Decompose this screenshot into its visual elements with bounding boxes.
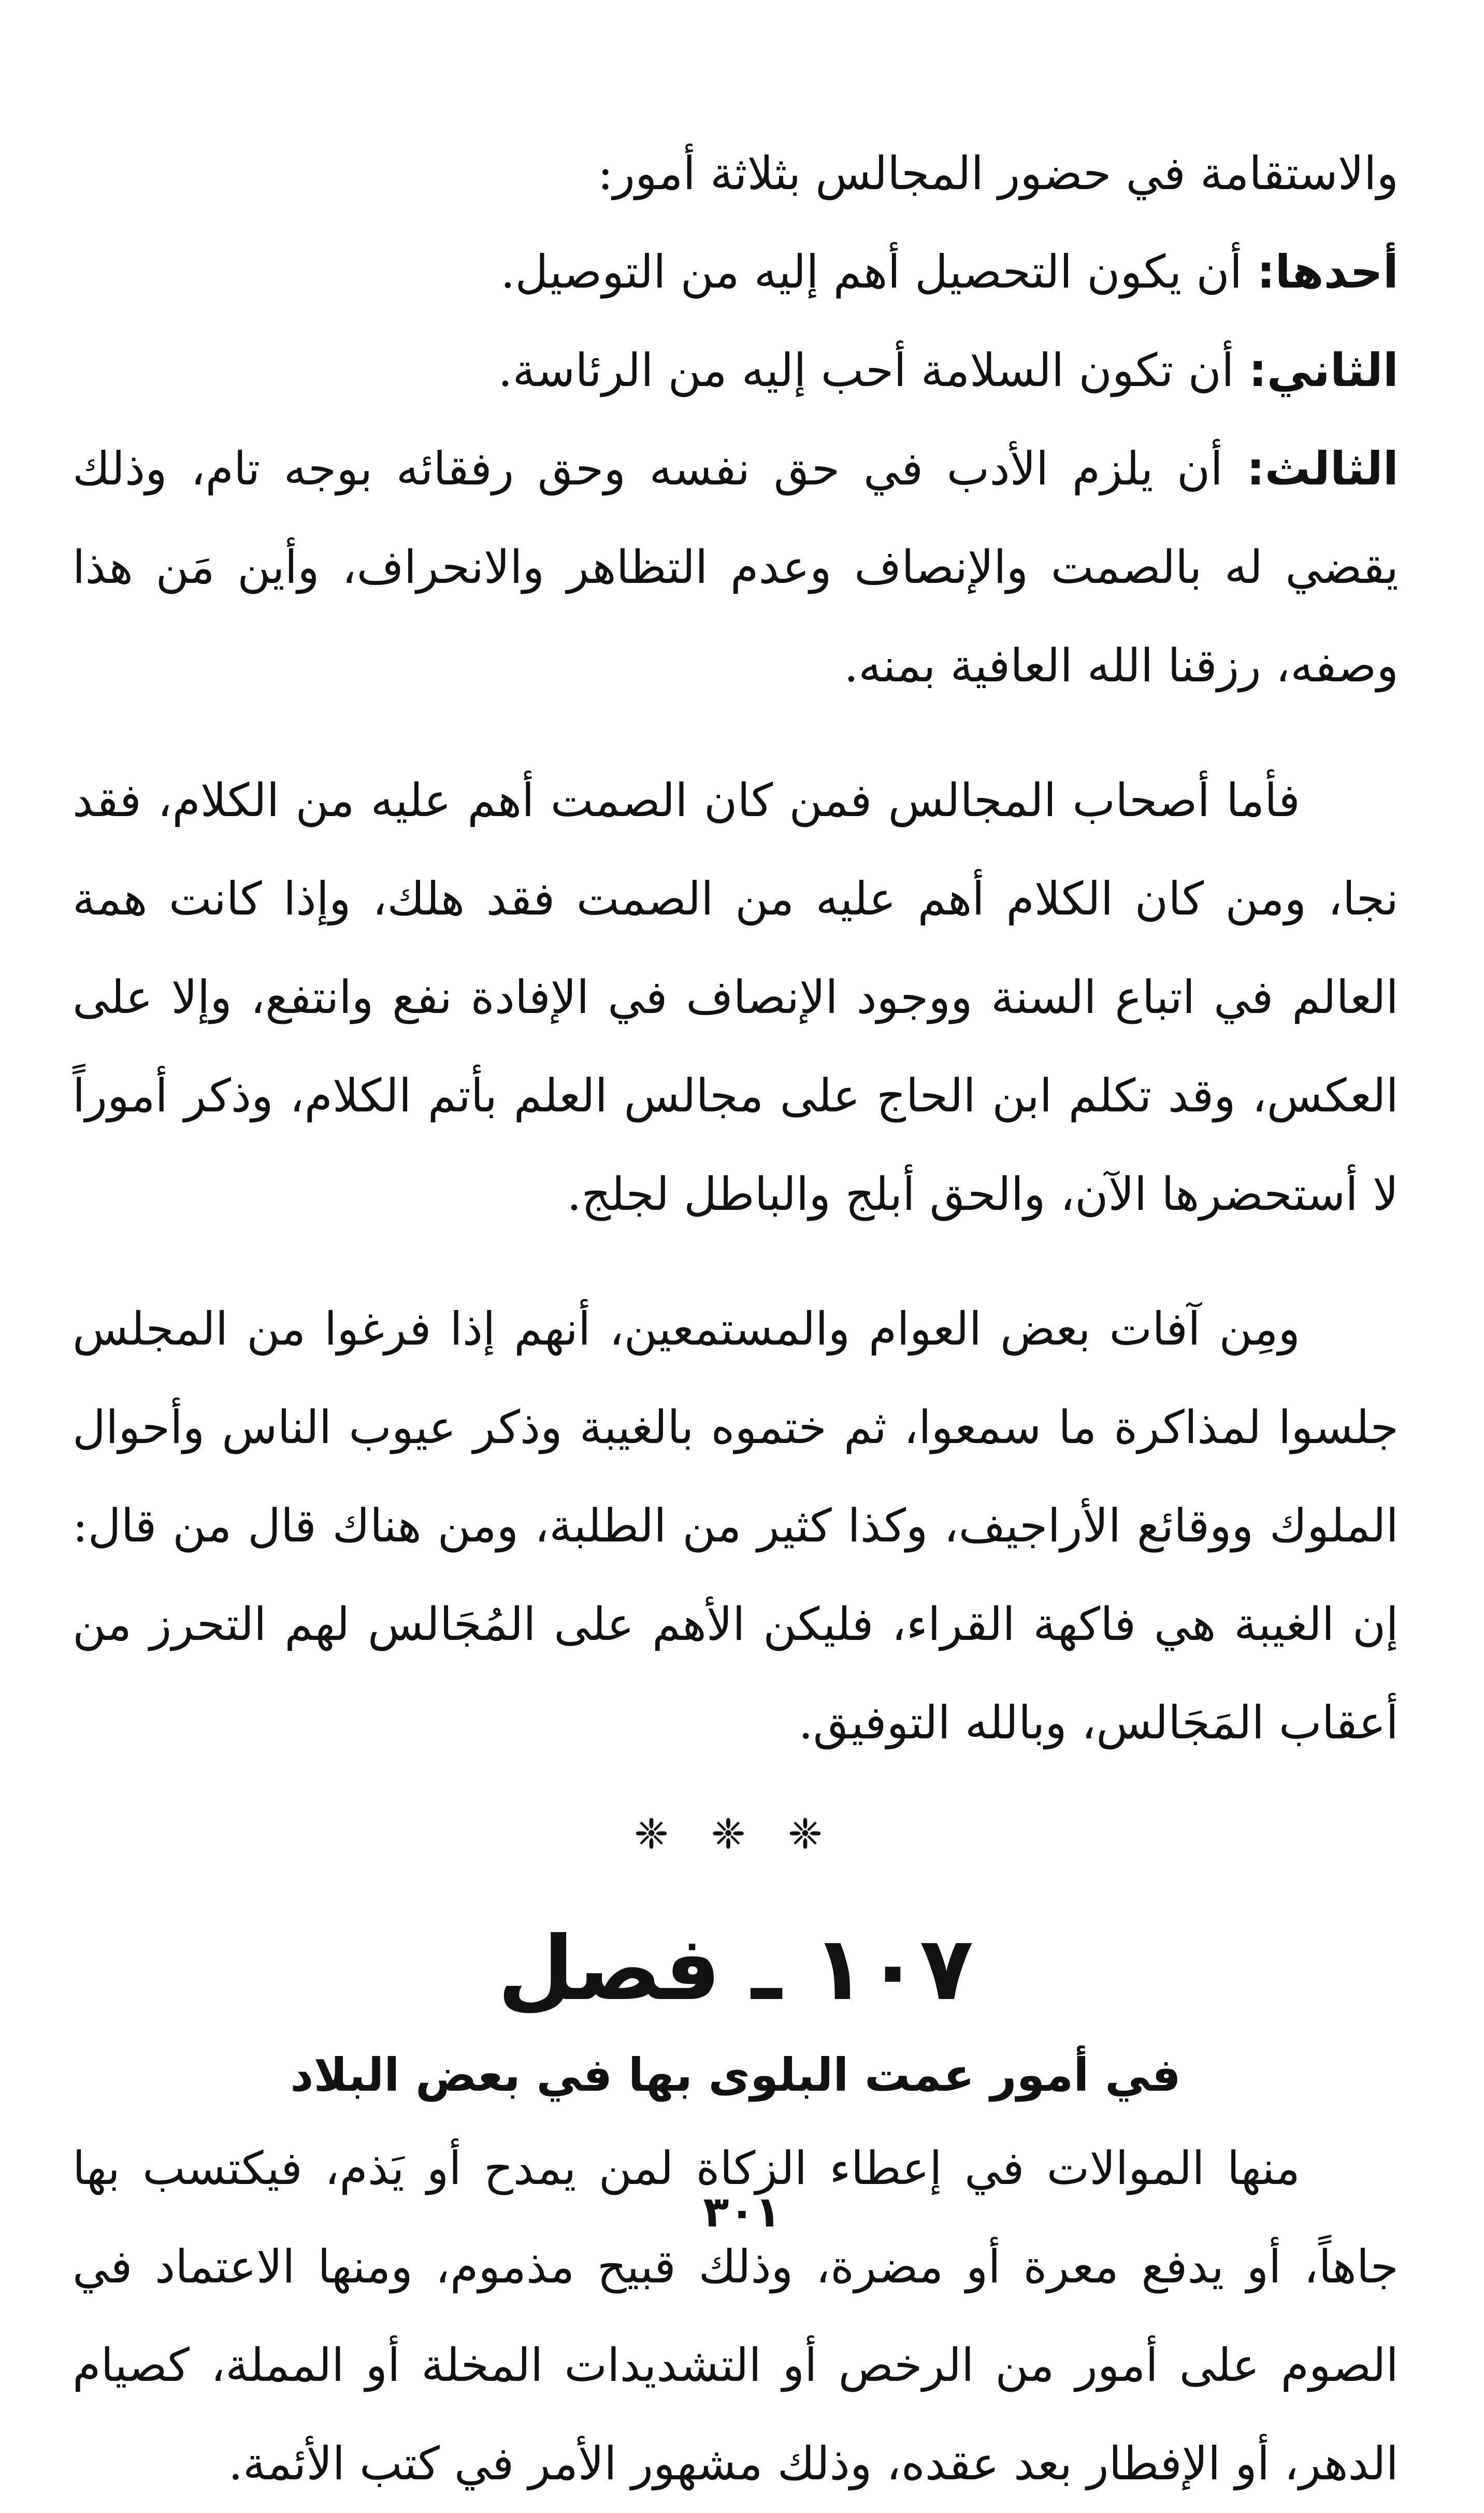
- paragraph-line: منها الموالات في إعطاء الزكاة لمن يمدح أو يَذم، فيكتسب بها: [73, 2141, 1300, 2195]
- paragraph-line: أعقاب المَجَالس، وبالله التوفيق.: [798, 1696, 1399, 1749]
- paragraph-line: جلسوا لمذاكرة ما سمعوا، ثم ختموه بالغيبة وذكر عيوب الناس وأحوال: [73, 1401, 1399, 1454]
- paragraph-line: إن الغيبة هي فاكهة القراء، فليكن الأهم على المُجَالس لهم التحرز من: [73, 1597, 1399, 1651]
- paragraph-line: الصوم على أمور من الرخص أو التشديدات المخلة أو المملة، كصيام: [73, 2338, 1399, 2392]
- paragraph-line: فأما أصحاب المجالس فمن كان الصمت أهم عليه من الكلام، فقد: [73, 774, 1301, 827]
- item-second: [73, 321, 1399, 420]
- item-text: أن يلزم الأدب في حق نفسه وحق رفقائه بوجه تام، وذلك: [73, 442, 1223, 495]
- page-number: ٣٠١: [703, 2188, 781, 2237]
- paragraph-line: العالم في اتباع السنة ووجود الإنصاف في الإفادة نفع وانتفع، وإلا على: [73, 970, 1399, 1024]
- paragraph-line: الدهر، أو الإفطار بعد عقده، وذلك مشهور الأمر في كتب الأئمة.: [228, 2437, 1399, 2490]
- item-label: الثالث:: [1246, 442, 1399, 495]
- page-body: [73, 124, 1399, 2513]
- paragraph-line: ومِن آفات بعض العوام والمستمعين، أنهم إذا فرغوا من المجلس: [73, 1302, 1300, 1355]
- item-label: أحدها:: [1257, 245, 1399, 298]
- item-label: الثاني:: [1248, 344, 1399, 397]
- chapter-heading: ١٠٧ ـ فصل: [497, 1918, 974, 2020]
- paragraph-line: نجا، ومن كان الكلام أهم عليه من الصمت فقد هلك، وإذا كانت همة: [73, 872, 1399, 925]
- intro-line: والاستقامة في حضور المجالس بثلاثة أمور:: [597, 147, 1399, 200]
- paragraph-line: الملوك ووقائع الأراجيف، وكذا كثير من الطلبة، ومن هناك قال من قال:: [73, 1499, 1399, 1552]
- item-first: [73, 223, 1399, 321]
- paragraph-line: لا أستحضرها الآن، والحق أبلج والباطل لجلج.: [567, 1167, 1399, 1221]
- paragraph-line: وصفه، رزقنا الله العافية بمنه.: [844, 639, 1399, 692]
- section-separator: ❈ ❈ ❈: [634, 1810, 837, 1858]
- paragraph-line: يقضي له بالصمت والإنصاف وعدم التظاهر والانحراف، وأين مَن هذا: [73, 540, 1399, 594]
- paragraph-line: جاهاً، أو يدفع معرة أو مضرة، وذلك قبيح مذموم، ومنها الاعتماد في: [73, 2240, 1399, 2293]
- chapter-subtitle: في أمور عمت البلوى بها في بعض البلاد: [290, 2048, 1181, 2102]
- item-text: أن يكون التحصيل أهم إليه من التوصيل.: [500, 245, 1243, 298]
- item-text: أن تكون السلامة أحب إليه من الرئاسة.: [498, 344, 1234, 397]
- item-third: [73, 420, 1399, 518]
- paragraph-line: العكس، وقد تكلم ابن الحاج على مجالس العلم بأتم الكلام، وذكر أموراً: [73, 1069, 1399, 1122]
